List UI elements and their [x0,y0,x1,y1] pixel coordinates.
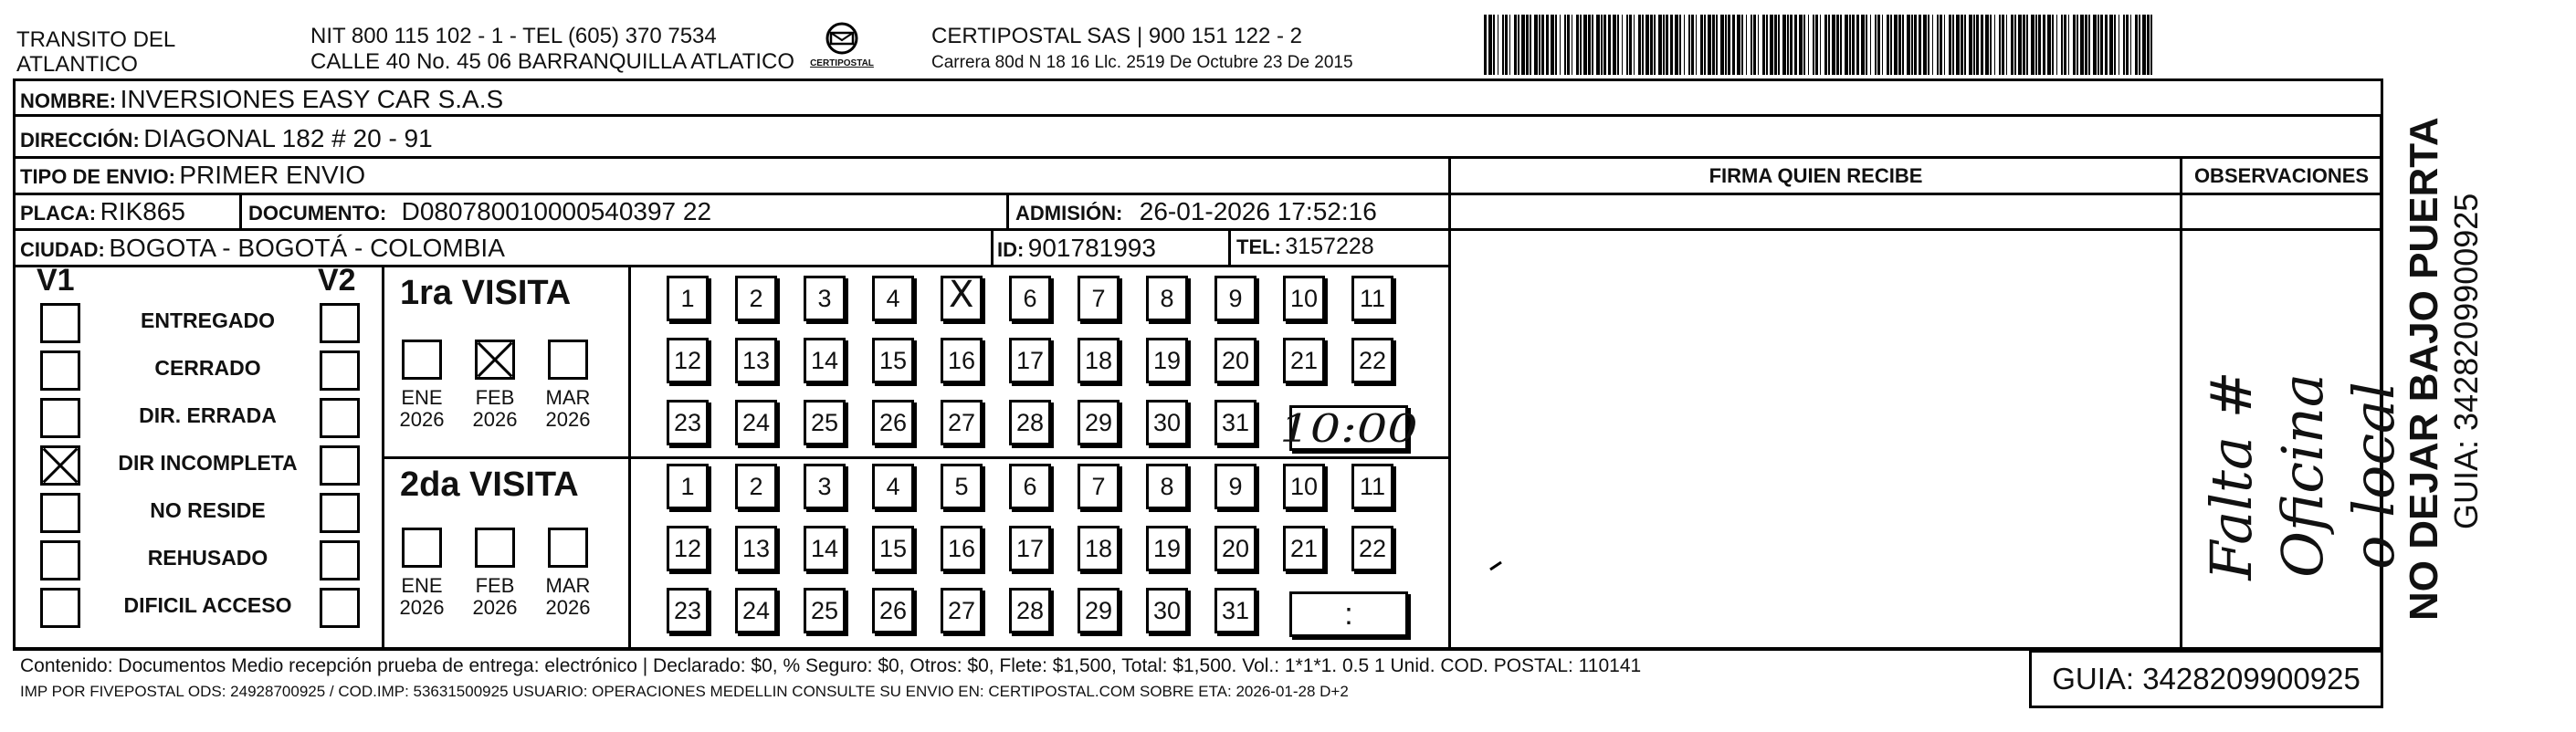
day-box[interactable]: 15 [872,526,914,571]
month-name: FEB [475,574,515,597]
day-box[interactable]: 6 [1009,464,1051,509]
day-box[interactable]: 10 [1283,276,1325,321]
visit2-time-box [1289,591,1408,637]
day-box[interactable]: 6 [1009,276,1051,321]
month-checkbox[interactable] [402,528,442,568]
day-box[interactable]: 24 [735,588,777,633]
placa-value: RIK865 [100,197,185,225]
certipostal-logo-text: CERTIPOSTAL [810,58,874,68]
day-box[interactable]: 11 [1351,464,1393,509]
certipostal-logo [804,20,880,75]
day-box[interactable]: 13 [735,526,777,571]
tipo-envio-label: TIPO DE ENVIO: [20,165,175,188]
month-name: FEB [475,386,515,409]
month-checkbox[interactable] [475,528,515,568]
barcode [1484,15,2160,75]
signature-mark [1488,557,1516,575]
day-box[interactable]: 9 [1214,464,1256,509]
documento-value: D080780010000540397 22 [401,197,712,225]
v1-checkbox[interactable] [40,303,80,343]
day-box[interactable]: 22 [1351,526,1393,571]
no-dejar-bajo-puerta: NO DEJAR BAJO PUERTA [2402,117,2446,621]
v1-checkbox[interactable] [40,398,80,438]
admision-value: 26-01-2026 17:52:16 [1139,197,1377,225]
ciudad-row [20,234,505,263]
tel-row [1236,234,1374,260]
tel-value: 3157228 [1285,234,1374,259]
company-name: TRANSITO DEL ATLANTICO [16,27,176,77]
month-year: 2026 [399,596,445,619]
status-label: CERRADO [154,356,261,380]
v1-checkbox[interactable] [40,540,80,580]
month-name: ENE [401,574,443,597]
day-box[interactable]: 18 [1078,338,1120,383]
v2-checkbox[interactable] [320,588,360,628]
day-box[interactable]: 7 [1078,276,1120,321]
day-box[interactable]: 3 [804,464,846,509]
direccion-row [20,124,433,153]
day-box[interactable]: 31 [1214,400,1256,445]
v2-checkbox[interactable] [320,303,360,343]
month-label [468,387,522,431]
day-box[interactable]: 15 [872,338,914,383]
status-label: DIR. ERRADA [139,403,277,427]
direccion-value: DIAGONAL 182 # 20 - 91 [143,124,433,152]
status-label: DIFICIL ACCESO [123,593,292,617]
admision-label: ADMISIÓN: [1015,202,1123,225]
day-box[interactable]: 17 [1009,526,1051,571]
day-box[interactable]: 11 [1351,276,1393,321]
nombre-value: INVERSIONES EASY CAR S.A.S [120,85,504,113]
day-box[interactable]: 26 [872,400,914,445]
observaciones-header: OBSERVACIONES [2193,164,2370,187]
day-box[interactable]: 4 [872,464,914,509]
day-box[interactable]: 30 [1146,400,1188,445]
v1-checkbox[interactable] [40,588,80,628]
day-box[interactable]: 12 [667,338,709,383]
v2-checkbox[interactable] [320,398,360,438]
v2-checkbox[interactable] [320,350,360,391]
v2-checkbox[interactable] [320,493,360,533]
v1-checkbox[interactable] [40,350,80,391]
day-box[interactable]: 21 [1283,338,1325,383]
day-box[interactable]: 1 [667,276,709,321]
month-label [541,387,595,431]
nombre-row [20,85,503,114]
day-box[interactable]: 14 [804,338,846,383]
visit2-time: : [1344,597,1353,632]
month-year: 2026 [545,596,591,619]
visit1-time: 10:00 [1279,406,1418,451]
nit-line: NIT 800 115 102 - 1 - TEL (605) 370 7534 [310,24,717,48]
day-box[interactable]: 22 [1351,338,1393,383]
month-name: ENE [401,386,443,409]
certipostal-address: Carrera 80d N 18 16 Llc. 2519 De Octubre 23 De 2015 [931,53,1353,72]
tipo-envio-row [20,161,365,190]
day-box[interactable] [941,276,983,321]
status-label: NO RESIDE [150,498,266,522]
day-box[interactable]: 2 [735,276,777,321]
month-name: MAR [545,386,591,409]
v2-checkbox[interactable] [320,445,360,486]
tel-label: TEL: [1236,235,1281,258]
day-box[interactable]: 1 [667,464,709,509]
id-value: 901781993 [1027,234,1156,262]
day-box[interactable]: 23 [667,588,709,633]
id-row [997,234,1156,263]
direccion-label: DIRECCIÓN: [20,129,140,152]
v1-checkbox[interactable] [40,445,80,486]
day-box[interactable]: 29 [1078,588,1120,633]
day-box[interactable]: 31 [1214,588,1256,633]
footer-content-line: Contenido: Documentos Medio recepción prueba de entrega: electrónico | Declarado: $0, % Seguro: $0, Otros: $0, Flete: $1,500, Total: $1,500. Vol.: 1*1*1. 0.5 1 Unid. COD. POSTAL: 110141 [20,655,1642,676]
placa-label: PLACA: [20,202,97,225]
day-box[interactable]: 8 [1146,464,1188,509]
status-label: ENTREGADO [141,308,275,332]
company-address: CALLE 40 No. 45 06 BARRANQUILLA ATLATICO [310,49,795,74]
side-guia: GUIA: 3428209900925 [2447,193,2485,529]
day-box[interactable]: 3 [804,276,846,321]
day-box[interactable]: 18 [1078,526,1120,571]
month-year: 2026 [399,408,445,431]
month-label [394,575,449,619]
day-box[interactable]: 19 [1146,338,1188,383]
month-name: MAR [545,574,591,597]
id-label: ID: [997,238,1025,261]
status-label: DIR INCOMPLETA [118,451,298,475]
visit1-time-box [1279,405,1418,451]
visit2-title: 2da VISITA [400,465,579,504]
day-box[interactable]: 10 [1283,464,1325,509]
month-checkbox[interactable] [402,340,442,380]
footer-imp-line: IMP POR FIVEPOSTAL ODS: 24928700925 / COD.IMP: 53631500925 USUARIO: OPERACIONES MEDELLIN CONSULTE SU ENVIO EN: CERTIPOSTAL.COM SOBRE ETA: 2026-01-28 D+2 [20,683,1349,700]
day-box[interactable]: 5 [941,464,983,509]
day-box[interactable]: 27 [941,588,983,633]
placa-row [20,197,185,226]
day-box[interactable]: 25 [804,588,846,633]
day-box[interactable]: 7 [1078,464,1120,509]
ciudad-label: CIUDAD: [20,238,105,261]
day-box[interactable]: 28 [1009,588,1051,633]
month-label [394,387,449,431]
day-box[interactable]: 30 [1146,588,1188,633]
documento-row [248,197,711,226]
nombre-label: NOMBRE: [20,89,117,112]
handwritten-observation: Falta # Oficina o local [2198,371,2407,580]
day-box[interactable]: 23 [667,400,709,445]
day-box[interactable]: 9 [1214,276,1256,321]
month-label [541,575,595,619]
month-checkbox[interactable] [475,340,515,380]
admision-row [1015,197,1377,226]
v1-label: V1 [37,263,75,298]
day-box[interactable]: 29 [1078,400,1120,445]
documento-label: DOCUMENTO: [248,202,387,225]
day-box[interactable]: 2 [735,464,777,509]
day-box[interactable]: 14 [804,526,846,571]
day-box[interactable]: 25 [804,400,846,445]
day-box[interactable]: 13 [735,338,777,383]
day-box[interactable]: 19 [1146,526,1188,571]
day-box[interactable]: 28 [1009,400,1051,445]
tipo-envio-value: PRIMER ENVIO [179,161,366,189]
month-checkbox[interactable] [548,340,588,380]
month-year: 2026 [545,408,591,431]
day-box[interactable]: 24 [735,400,777,445]
day-box[interactable]: 20 [1214,526,1256,571]
visit1-title: 1ra VISITA [400,274,572,312]
footer-guia-box [2029,650,2383,708]
day-box[interactable]: 4 [872,276,914,321]
status-label: REHUSADO [147,546,268,570]
month-label [468,575,522,619]
v1-checkbox[interactable] [40,493,80,533]
day-box[interactable]: 16 [941,338,983,383]
v2-label: V2 [318,263,356,298]
month-year: 2026 [472,408,518,431]
day-box[interactable]: 27 [941,400,983,445]
day-box[interactable]: 20 [1214,338,1256,383]
footer-guia: GUIA: 3428209900925 [2052,662,2360,695]
day-box[interactable]: 21 [1283,526,1325,571]
month-year: 2026 [472,596,518,619]
certipostal-line: CERTIPOSTAL SAS | 900 151 122 - 2 [931,24,1302,48]
day-box[interactable]: 8 [1146,276,1188,321]
firma-header: FIRMA QUIEN RECIBE [1709,164,1923,187]
day-box[interactable]: 26 [872,588,914,633]
day-box[interactable]: 17 [1009,338,1051,383]
month-checkbox[interactable] [548,528,588,568]
v2-checkbox[interactable] [320,540,360,580]
ciudad-value: BOGOTA - BOGOTÁ - COLOMBIA [109,234,505,262]
day-box[interactable]: 16 [941,526,983,571]
day-box[interactable]: 12 [667,526,709,571]
